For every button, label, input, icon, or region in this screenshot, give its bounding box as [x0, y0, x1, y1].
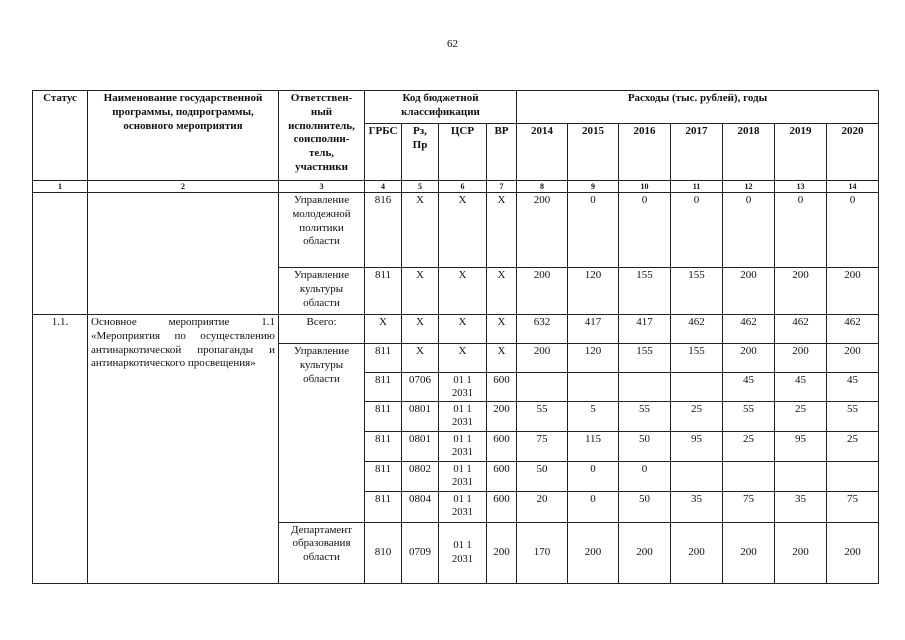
header-vr: ВР — [487, 124, 517, 181]
column-number: 13 — [775, 181, 827, 193]
value-cell: 25 — [671, 402, 723, 432]
column-number: 6 — [439, 181, 487, 193]
value-cell: 155 — [671, 344, 723, 373]
rzpr-cell: Х — [402, 268, 439, 315]
name-cell-empty — [88, 193, 279, 315]
grbs-cell: 811 — [365, 344, 402, 373]
rzpr-cell: 0709 — [402, 522, 439, 583]
value-cell: 0 — [568, 491, 619, 522]
value-cell — [827, 462, 879, 491]
csr-cell: 01 1 2031 — [439, 373, 487, 402]
column-number: 5 — [402, 181, 439, 193]
value-cell: 25 — [723, 432, 775, 462]
value-cell: 35 — [775, 491, 827, 522]
value-cell: 0 — [619, 462, 671, 491]
value-cell: 0 — [723, 193, 775, 268]
executor-cell: Управление культуры области — [279, 344, 365, 523]
value-cell: 200 — [723, 344, 775, 373]
value-cell: 155 — [619, 344, 671, 373]
value-cell — [517, 373, 568, 402]
header-year: 2015 — [568, 124, 619, 181]
table-row — [33, 193, 879, 268]
column-number: 9 — [568, 181, 619, 193]
column-number: 14 — [827, 181, 879, 193]
value-cell: 0 — [568, 193, 619, 268]
value-cell — [671, 373, 723, 402]
rzpr-cell: Х — [402, 315, 439, 344]
grbs-cell: 811 — [365, 432, 402, 462]
value-cell: 200 — [775, 522, 827, 583]
value-cell — [568, 373, 619, 402]
grbs-cell: 816 — [365, 193, 402, 268]
table-row — [33, 315, 879, 344]
value-cell: 155 — [671, 268, 723, 315]
csr-cell: Х — [439, 315, 487, 344]
measure-name-cell: Основное мероприятие 1.1 «Мероприятия по осуществлению антинаркотической пропаганды и антинаркотического просвещения» — [88, 315, 279, 584]
header-executor: Ответствен-ный исполнитель, соисполни-тель, участники — [279, 91, 365, 181]
csr-cell: 01 1 2031 — [439, 402, 487, 432]
rzpr-cell: 0706 — [402, 373, 439, 402]
grbs-cell: 811 — [365, 373, 402, 402]
header-rzpr: Рз, Пр — [402, 124, 439, 181]
value-cell: 200 — [517, 193, 568, 268]
value-cell: 95 — [775, 432, 827, 462]
value-cell: 75 — [827, 491, 879, 522]
vr-cell: Х — [487, 344, 517, 373]
value-cell: 632 — [517, 315, 568, 344]
executor-cell: Управление молодежной политики области — [279, 193, 365, 268]
csr-cell: 01 1 2031 — [439, 432, 487, 462]
column-number: 11 — [671, 181, 723, 193]
value-cell — [775, 462, 827, 491]
column-number: 10 — [619, 181, 671, 193]
csr-cell: 01 1 2031 — [439, 462, 487, 491]
vr-cell: 600 — [487, 462, 517, 491]
header-csr: ЦСР — [439, 124, 487, 181]
value-cell: 200 — [723, 268, 775, 315]
rzpr-cell: Х — [402, 344, 439, 373]
value-cell — [619, 373, 671, 402]
rzpr-cell: 0804 — [402, 491, 439, 522]
vr-cell: 600 — [487, 432, 517, 462]
header-year: 2016 — [619, 124, 671, 181]
value-cell: 462 — [723, 315, 775, 344]
value-cell: 45 — [827, 373, 879, 402]
value-cell: 462 — [827, 315, 879, 344]
header-year: 2019 — [775, 124, 827, 181]
budget-table — [32, 90, 879, 584]
column-number: 1 — [33, 181, 88, 193]
value-cell: 200 — [827, 522, 879, 583]
column-number: 8 — [517, 181, 568, 193]
header-budget-code: Код бюджетной классификации — [365, 91, 517, 124]
value-cell: 200 — [619, 522, 671, 583]
vr-cell: Х — [487, 193, 517, 268]
grbs-cell: 811 — [365, 462, 402, 491]
column-number: 7 — [487, 181, 517, 193]
value-cell: 200 — [775, 268, 827, 315]
vr-cell: 200 — [487, 402, 517, 432]
csr-cell: 01 1 2031 — [439, 522, 487, 583]
value-cell: 5 — [568, 402, 619, 432]
vr-cell: 600 — [487, 373, 517, 402]
value-cell: 95 — [671, 432, 723, 462]
value-cell: 200 — [723, 522, 775, 583]
value-cell: 0 — [671, 193, 723, 268]
vr-cell: 600 — [487, 491, 517, 522]
rzpr-cell: 0801 — [402, 432, 439, 462]
grbs-cell: 810 — [365, 522, 402, 583]
value-cell: 200 — [775, 344, 827, 373]
value-cell: 55 — [723, 402, 775, 432]
grbs-cell: 811 — [365, 268, 402, 315]
csr-cell: Х — [439, 193, 487, 268]
value-cell: 120 — [568, 268, 619, 315]
value-cell: 200 — [517, 268, 568, 315]
value-cell: 417 — [619, 315, 671, 344]
rzpr-cell: Х — [402, 193, 439, 268]
value-cell: 75 — [517, 432, 568, 462]
value-cell: 50 — [619, 432, 671, 462]
status-cell: 1.1. — [33, 315, 88, 584]
value-cell: 25 — [775, 402, 827, 432]
value-cell: 200 — [517, 344, 568, 373]
csr-cell: Х — [439, 268, 487, 315]
executor-cell: Управление культуры области — [279, 268, 365, 315]
value-cell: 20 — [517, 491, 568, 522]
value-cell: 200 — [827, 268, 879, 315]
grbs-cell: 811 — [365, 491, 402, 522]
header-expenses: Расходы (тыс. рублей), годы — [517, 91, 879, 124]
header-year: 2020 — [827, 124, 879, 181]
grbs-cell: Х — [365, 315, 402, 344]
value-cell: 55 — [517, 402, 568, 432]
header-name: Наименование государственной программы, подпрограммы, основного мероприятия — [88, 91, 279, 181]
value-cell: 170 — [517, 522, 568, 583]
rzpr-cell: 0802 — [402, 462, 439, 491]
rzpr-cell: 0801 — [402, 402, 439, 432]
column-number: 12 — [723, 181, 775, 193]
value-cell: 25 — [827, 432, 879, 462]
value-cell: 462 — [671, 315, 723, 344]
executor-cell: Департамент образования области — [279, 522, 365, 583]
grbs-cell: 811 — [365, 402, 402, 432]
value-cell: 55 — [619, 402, 671, 432]
executor-cell: Всего: — [279, 315, 365, 344]
column-number: 2 — [88, 181, 279, 193]
header-year: 2014 — [517, 124, 568, 181]
vr-cell: Х — [487, 315, 517, 344]
value-cell — [671, 462, 723, 491]
value-cell: 0 — [775, 193, 827, 268]
value-cell: 115 — [568, 432, 619, 462]
header-year: 2017 — [671, 124, 723, 181]
value-cell: 155 — [619, 268, 671, 315]
vr-cell: 200 — [487, 522, 517, 583]
value-cell: 120 — [568, 344, 619, 373]
status-cell-empty — [33, 193, 88, 315]
value-cell: 200 — [568, 522, 619, 583]
value-cell: 50 — [517, 462, 568, 491]
value-cell — [723, 462, 775, 491]
value-cell: 75 — [723, 491, 775, 522]
value-cell: 45 — [723, 373, 775, 402]
csr-cell: Х — [439, 344, 487, 373]
column-number: 4 — [365, 181, 402, 193]
value-cell: 55 — [827, 402, 879, 432]
value-cell: 200 — [671, 522, 723, 583]
value-cell: 417 — [568, 315, 619, 344]
value-cell: 35 — [671, 491, 723, 522]
page-number: 62 — [447, 38, 458, 50]
value-cell: 50 — [619, 491, 671, 522]
vr-cell: Х — [487, 268, 517, 315]
header-grbs: ГРБС — [365, 124, 402, 181]
value-cell: 0 — [827, 193, 879, 268]
value-cell: 45 — [775, 373, 827, 402]
value-cell: 0 — [619, 193, 671, 268]
value-cell: 462 — [775, 315, 827, 344]
csr-cell: 01 1 2031 — [439, 491, 487, 522]
header-year: 2018 — [723, 124, 775, 181]
value-cell: 200 — [827, 344, 879, 373]
header-status: Статус — [33, 91, 88, 181]
value-cell: 0 — [568, 462, 619, 491]
column-number: 3 — [279, 181, 365, 193]
